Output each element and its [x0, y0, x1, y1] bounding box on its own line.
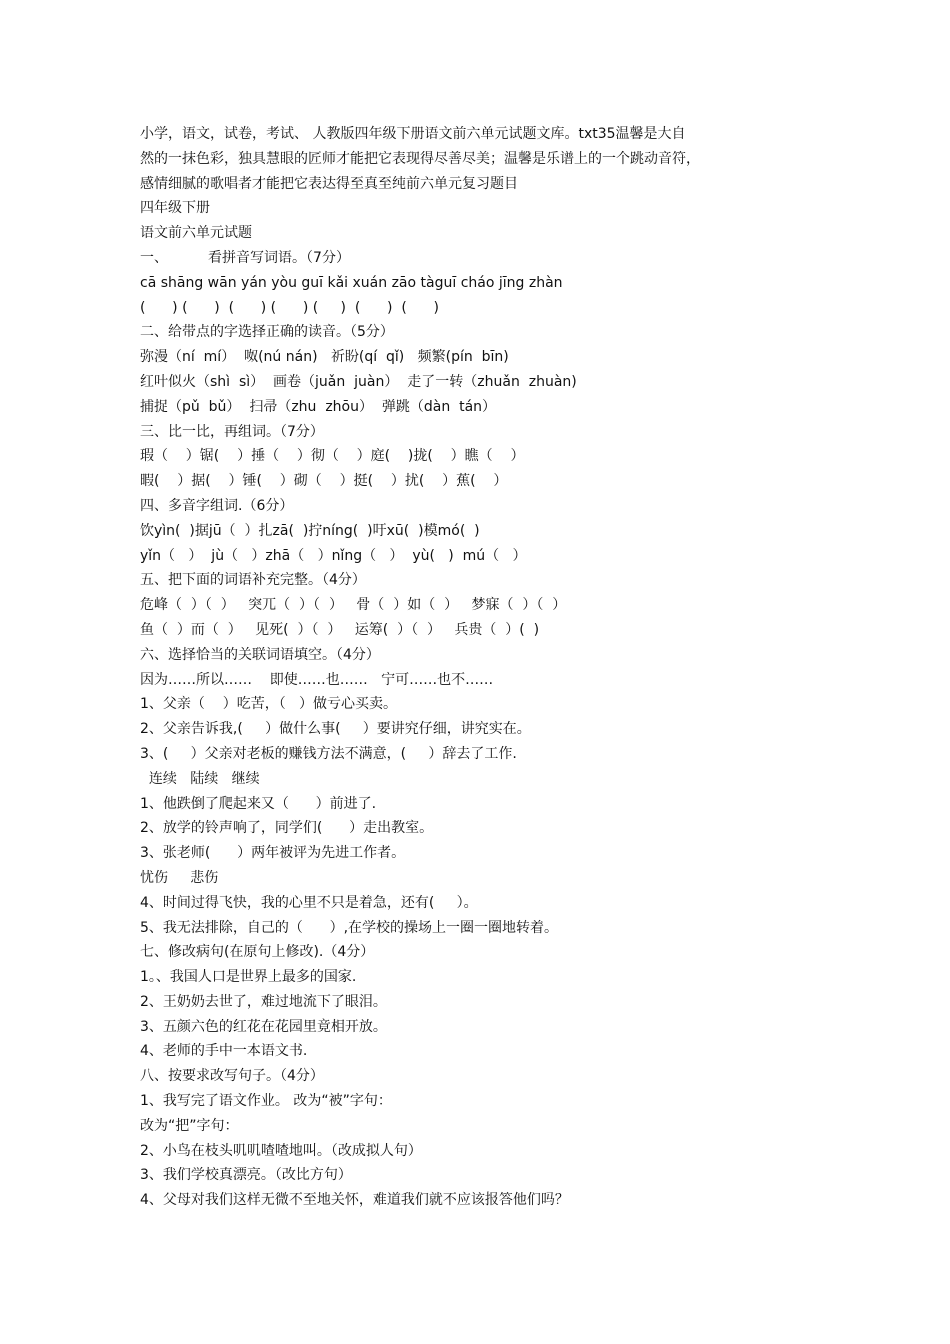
grade-title: 四年级下册 [140, 200, 210, 217]
question-line: 2、小鸟在枝头叽叽喳喳地叫。（改成拟人句） [140, 1142, 422, 1159]
question-line: 暇( ）据( ）锤( ）砌（ ）挺( ）扰( ）蕉( ） [140, 473, 508, 490]
question-line: 1、他跌倒了爬起来又（ ）前进了. [140, 795, 377, 812]
question-line: 红叶似火（shì sì） 画卷（juǎn juàn） 走了一转（zhuǎn zhuàn) [140, 373, 577, 390]
word-options: 连续 陆续 继续 [140, 770, 260, 787]
section-heading-3: 三、比一比，再组词。（7分） [140, 423, 324, 440]
document-body [140, 122, 820, 1213]
exam-title: 语文前六单元试题 [140, 225, 252, 242]
question-line: 1、父亲（ ）吃苦，（ ）做亏心买卖。 [140, 696, 398, 713]
question-line: 2、父亲告诉我,( ）做什么事( ）要讲究仔细，讲究实在。 [140, 721, 531, 738]
question-line: 4、老师的手中一本语文书. [140, 1043, 308, 1060]
question-line: 4、父母对我们这样无微不至地关怀，难道我们就不应该报答他们吗？ [140, 1192, 569, 1209]
intro-line: 小学，语文，试卷，考试、 人教版四年级下册语文前六单元试题文库。txt35温馨是大自 [140, 126, 686, 142]
question-line: yǐn（ ） jù（ ）zhā（ ）nǐng（ ） yù( ) mú（ ） [140, 547, 527, 564]
section-heading-5: 五、把下面的词语补充完整。（4分） [140, 572, 366, 589]
section-heading-8: 八、按要求改写句子。（4分） [140, 1068, 324, 1085]
question-line: 1、我写完了语文作业。 改为“被”字句： [140, 1093, 392, 1110]
question-line: 3、( ）父亲对老板的赚钱方法不满意，( ）辞去了工作. [140, 745, 517, 762]
question-line: 3、张老师( ）两年被评为先进工作者。 [140, 845, 406, 862]
question-line: 2、王奶奶去世了，难过地流下了眼泪。 [140, 993, 387, 1010]
question-line: 3、五颜六色的红花在花园里竟相开放。 [140, 1018, 387, 1035]
section-heading-7: 七、修改病句(在原句上修改).（4分） [140, 944, 375, 961]
question-line: 1。、我国人口是世界上最多的国家. [140, 969, 357, 986]
question-line: 鱼（ ）而（ ） 见死( ）（ ） 运筹( ）（ ） 兵贵（ ）( ) [140, 621, 540, 638]
pinyin-row: cā shāng wān yán yòu guī kǎi xuán zāo tàguī cháo jīng zhàn [140, 274, 563, 291]
question-line: 危峰（ ）（ ） 突兀（ ）（ ） 骨（ ）如（ ） 梦寐（ ）（ ） [140, 597, 567, 614]
question-line: 捕捉（pǔ bǔ） 扫帚（zhu zhōu） 弹跳（dàn tán） [140, 398, 497, 415]
question-line: 3、我们学校真漂亮。（改比方句） [140, 1167, 352, 1184]
question-line: 2、放学的铃声响了，同学们( ）走出教室。 [140, 820, 434, 837]
answer-blanks-row: ( ) ( ) ( ) ( ) ( ) ( ) ( ) [140, 299, 439, 316]
intro-line: 然的一抹色彩，独具慧眼的匠师才能把它表现得尽善尽美；温馨是乐谱上的一个跳动音符， [140, 150, 700, 167]
section-heading-6: 六、选择恰当的关联词语填空。（4分） [140, 646, 380, 663]
question-line: 弥漫（ní mí） 呶(nú nán) 祈盼(qí qǐ) 频繁(pín bīn) [140, 349, 509, 366]
section-heading-4: 四、多音字组词.（6分） [140, 497, 294, 514]
question-line: 5、我无法排除，自己的（ ）,在学校的操场上一圈一圈地转着。 [140, 919, 559, 936]
question-line: 改为“把”字句： [140, 1117, 239, 1134]
question-line: 饮yìn( )据jū（ ）扎zā( )拧níng( )吁xū( )模mó( ) [140, 522, 480, 539]
word-options: 因为……所以…… 即使……也…… 宁可……也不…… [140, 671, 494, 688]
question-line: 4、时间过得飞快，我的心里不只是着急，还有( ）。 [140, 894, 478, 911]
section-heading-1: 一、 看拼音写词语。（7分） [140, 249, 350, 266]
question-line: 瑕（ ）锯( ）捶（ ）彻（ ）庭( )拢( ）瞧（ ） [140, 448, 525, 465]
section-heading-2: 二、给带点的字选择正确的读音。（5分） [140, 324, 394, 341]
word-options: 忧伤 悲伤 [140, 869, 219, 886]
intro-line: 感情细腻的歌唱者才能把它表达得至真至纯前六单元复习题目 [140, 175, 518, 192]
